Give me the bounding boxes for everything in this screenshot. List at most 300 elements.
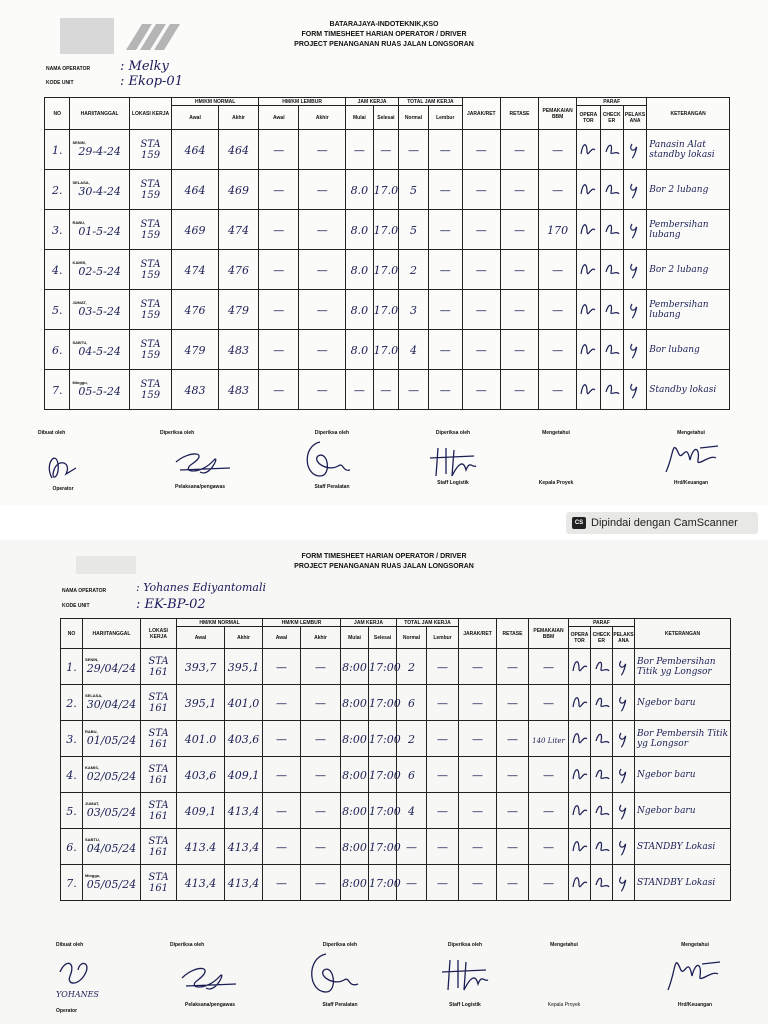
col-mulai: Mulai xyxy=(341,627,369,649)
cell-lokasi xyxy=(141,721,177,757)
unit-value: : Ekop-01 xyxy=(120,74,183,89)
value-akhir: 413,4 xyxy=(227,840,260,854)
lokasi-line-2: 161 xyxy=(148,702,169,714)
cell-mulai xyxy=(341,649,369,685)
value-lawal: — xyxy=(273,343,285,357)
keterangan-text: Ngebor baru xyxy=(637,769,696,780)
value-jarak: — xyxy=(472,840,483,854)
cell-selesai xyxy=(373,330,398,370)
cell-paraf-pelaksana xyxy=(613,757,635,793)
row-number: 6. xyxy=(66,840,77,854)
cell-keterangan xyxy=(647,290,730,330)
keterangan-text: STANDBY Lokasi xyxy=(637,841,716,852)
cell-paraf-checker xyxy=(591,721,613,757)
sig-role: Hrd/Keuangan xyxy=(673,480,709,486)
value-awal: 476 xyxy=(184,303,206,317)
cell-keterangan xyxy=(647,330,730,370)
lokasi-line-1: STA xyxy=(148,799,169,811)
cell-retase xyxy=(497,829,529,865)
keterangan-text: Bor Pembersih Titik yg Longsor xyxy=(637,728,729,749)
signature-operator xyxy=(42,444,82,484)
col-jarak: JARAK/RET xyxy=(459,619,497,649)
cell-no xyxy=(61,829,83,865)
table-row xyxy=(45,170,730,210)
value-retase: — xyxy=(507,876,518,890)
lokasi-line-2: 159 xyxy=(140,229,161,241)
value-lakhir: — xyxy=(315,660,326,674)
lokasi-line-2: 159 xyxy=(140,389,161,401)
value-jarak: — xyxy=(475,383,487,397)
value-selesai: — xyxy=(380,383,392,397)
col-lokasi: LOKASI KERJA xyxy=(129,98,171,130)
cell-bbm xyxy=(539,170,577,210)
cell-lokasi xyxy=(141,649,177,685)
col-lembur-akhir: Akhir xyxy=(299,106,346,130)
cell-paraf-operator xyxy=(577,250,600,290)
keterangan-text: Panasin Alat standby lokasi xyxy=(649,139,715,160)
sig-label: Diperiksa oleh xyxy=(160,430,195,436)
cell-retase xyxy=(500,250,538,290)
paraf-pelaksana-initials xyxy=(626,140,644,160)
cell-lawal xyxy=(263,649,301,685)
value-akhir: 469 xyxy=(228,183,250,197)
day-name: SENIN, xyxy=(85,657,99,662)
value-selesai: 17.0 xyxy=(373,303,399,317)
value-lawal: — xyxy=(273,183,285,197)
cell-awal xyxy=(172,170,219,210)
cell-normal xyxy=(399,370,429,410)
day-name: SELASA, xyxy=(72,180,90,185)
value-retase: — xyxy=(507,660,518,674)
cell-paraf-pelaksana xyxy=(613,865,635,901)
cell-bbm xyxy=(529,721,569,757)
sig-role: Hrd/Keuangan xyxy=(677,1002,713,1008)
col-paraf-checker: CHECK ER xyxy=(591,627,613,649)
paraf-pelaksana-initials xyxy=(615,729,633,749)
value-jarak: — xyxy=(472,804,483,818)
cell-lembur xyxy=(428,250,462,290)
value-mulai: — xyxy=(353,143,365,157)
cell-lakhir xyxy=(301,793,341,829)
cell-lakhir xyxy=(301,685,341,721)
value-retase: — xyxy=(507,696,518,710)
paraf-checker-initials xyxy=(593,729,611,749)
cell-lakhir xyxy=(299,290,346,330)
paraf-pelaksana-initials xyxy=(626,180,644,200)
value-normal: 5 xyxy=(409,223,417,237)
cell-awal xyxy=(177,829,225,865)
value-mulai: 8:00 xyxy=(342,696,367,710)
row-number: 5. xyxy=(51,303,63,317)
paraf-checker-initials xyxy=(603,140,621,160)
paraf-operator-initials xyxy=(571,801,589,821)
cell-paraf-checker xyxy=(591,829,613,865)
value-lembur: — xyxy=(437,768,448,782)
sig-role: Staff Logistik xyxy=(437,480,469,486)
value-normal: — xyxy=(407,143,419,157)
value-lawal: — xyxy=(276,732,287,746)
value-lembur: — xyxy=(439,143,451,157)
value-akhir: 464 xyxy=(228,143,250,157)
value-lakhir: — xyxy=(315,768,326,782)
cell-jarak xyxy=(462,170,500,210)
cell-lokasi xyxy=(129,250,171,290)
paraf-pelaksana-initials xyxy=(626,300,644,320)
cell-lokasi xyxy=(141,865,177,901)
camscanner-icon: CS xyxy=(572,517,586,529)
value-lawal: — xyxy=(276,768,287,782)
cell-paraf-checker xyxy=(591,757,613,793)
cell-bbm xyxy=(539,290,577,330)
sig-pelaksana xyxy=(170,942,250,1018)
col-paraf: PARAF xyxy=(569,619,635,627)
cell-bbm xyxy=(529,757,569,793)
value-jarak: — xyxy=(475,303,487,317)
row-number: 2. xyxy=(66,696,77,710)
cell-no xyxy=(61,721,83,757)
cell-bbm xyxy=(539,250,577,290)
value-akhir: 474 xyxy=(228,223,250,237)
lokasi-line-2: 161 xyxy=(148,774,169,786)
keterangan-text: Pembersihan lubang xyxy=(649,299,709,320)
cell-akhir xyxy=(225,865,263,901)
cell-selesai xyxy=(373,170,398,210)
value-retase: — xyxy=(513,183,525,197)
cell-awal xyxy=(177,757,225,793)
sig-label: Mengetahui xyxy=(550,942,578,948)
sig-label: Dibuat oleh xyxy=(38,430,66,436)
date-value: 29-4-24 xyxy=(78,145,121,158)
value-normal: 2 xyxy=(408,660,415,674)
cell-paraf-pelaksana xyxy=(623,330,646,370)
value-mulai: 8.0 xyxy=(350,303,369,317)
col-akhir: Akhir xyxy=(225,627,263,649)
value-lakhir: — xyxy=(315,804,326,818)
cell-paraf-operator xyxy=(577,170,600,210)
value-normal: — xyxy=(407,383,419,397)
keterangan-text: Standby lokasi xyxy=(649,384,717,395)
col-bbm: PEMAKAIAN BBM xyxy=(529,619,569,649)
value-mulai: 8.0 xyxy=(350,223,369,237)
cell-lakhir xyxy=(299,330,346,370)
value-lembur: — xyxy=(437,876,448,890)
sig-label: Diperiksa oleh xyxy=(322,942,358,948)
value-lakhir: — xyxy=(315,840,326,854)
cell-paraf-checker xyxy=(591,793,613,829)
table-row xyxy=(45,210,730,250)
cell-lembur xyxy=(427,649,459,685)
date-value: 03-5-24 xyxy=(78,305,121,318)
day-name: RABU, xyxy=(72,220,86,225)
cell-keterangan xyxy=(647,250,730,290)
value-akhir: 413,4 xyxy=(227,804,260,818)
cell-lawal xyxy=(263,721,301,757)
operator-value: : Melky xyxy=(120,59,169,74)
value-normal: 6 xyxy=(408,768,415,782)
cell-no xyxy=(61,865,83,901)
cell-no xyxy=(45,330,70,370)
col-keterangan: KETERANGAN xyxy=(635,619,731,649)
value-mulai: 8:00 xyxy=(342,768,367,782)
cell-retase xyxy=(500,170,538,210)
value-akhir: 401,0 xyxy=(227,696,260,710)
keterangan-text: Ngebor baru xyxy=(637,697,696,708)
value-bbm: — xyxy=(543,696,554,710)
value-retase: — xyxy=(507,768,518,782)
value-jarak: — xyxy=(472,876,483,890)
cell-lembur xyxy=(427,865,459,901)
paraf-pelaksana-initials xyxy=(615,873,633,893)
cell-keterangan xyxy=(635,721,731,757)
form-title: FORM TIMESHEET HARIAN OPERATOR / DRIVER xyxy=(301,31,467,38)
col-hari: HARI/TANGGAL xyxy=(70,98,129,130)
paraf-operator-initials xyxy=(579,300,597,320)
signature-hrd xyxy=(662,948,726,996)
value-bbm: 140 Liter xyxy=(532,736,565,745)
sig-label: Diperiksa oleh xyxy=(314,430,350,436)
cell-selesai xyxy=(369,757,401,793)
col-jam-kerja: JAM KERJA xyxy=(341,619,397,627)
value-retase: — xyxy=(507,804,518,818)
value-mulai: 8:00 xyxy=(342,660,367,674)
value-normal: — xyxy=(406,876,417,890)
cell-normal xyxy=(397,829,427,865)
value-selesai: 17.0 xyxy=(373,223,399,237)
value-selesai: 17.0 xyxy=(373,343,399,357)
col-jarak: JARAK/RET xyxy=(462,98,500,130)
value-lembur: — xyxy=(437,660,448,674)
cell-lakhir xyxy=(301,865,341,901)
value-awal: 474 xyxy=(184,263,206,277)
value-lawal: — xyxy=(273,263,285,277)
cell-normal xyxy=(399,290,429,330)
cell-lawal xyxy=(259,250,299,290)
value-bbm: — xyxy=(552,183,564,197)
sig-label: Mengetahui xyxy=(677,430,705,436)
table-row xyxy=(61,865,731,901)
value-awal: 403,6 xyxy=(184,768,217,782)
value-lawal: — xyxy=(273,143,285,157)
sig-hrd xyxy=(656,430,726,494)
paraf-operator-initials xyxy=(571,693,589,713)
value-mulai: 8.0 xyxy=(350,263,369,277)
lokasi-line-1: STA xyxy=(140,378,161,390)
cell-normal xyxy=(399,130,429,170)
col-lembur: Lembur xyxy=(427,627,459,649)
value-jarak: — xyxy=(472,732,483,746)
cell-lawal xyxy=(263,793,301,829)
value-awal: 401.0 xyxy=(184,732,217,746)
sig-label: Mengetahui xyxy=(542,430,570,436)
value-mulai: 8:00 xyxy=(342,804,367,818)
unit-label: KODE UNIT xyxy=(46,80,74,86)
cell-lawal xyxy=(263,829,301,865)
signature-logistik xyxy=(424,440,484,480)
cell-no xyxy=(45,290,70,330)
value-retase: — xyxy=(513,143,525,157)
cell-normal xyxy=(399,330,429,370)
cell-lakhir xyxy=(301,829,341,865)
cell-date xyxy=(83,793,141,829)
cell-date xyxy=(83,721,141,757)
value-akhir: 483 xyxy=(228,383,250,397)
paraf-operator-initials xyxy=(571,765,589,785)
day-name: SELASA, xyxy=(85,693,103,698)
value-lakhir: — xyxy=(316,303,328,317)
paraf-checker-initials xyxy=(603,180,621,200)
cell-akhir xyxy=(225,829,263,865)
cell-jarak xyxy=(462,330,500,370)
value-bbm: — xyxy=(552,343,564,357)
sig-label: Diperiksa oleh xyxy=(447,942,483,948)
cell-retase xyxy=(497,865,529,901)
sig-kepala xyxy=(532,942,596,1018)
date-value: 01/05/24 xyxy=(86,734,137,747)
signature-row xyxy=(0,430,768,500)
cell-lembur xyxy=(427,793,459,829)
paraf-operator-initials xyxy=(579,140,597,160)
cell-lembur xyxy=(428,330,462,370)
lokasi-line-2: 161 xyxy=(148,882,169,894)
lokasi-line-1: STA xyxy=(148,691,169,703)
signature-hrd xyxy=(660,434,724,478)
date-value: 29/04/24 xyxy=(86,662,137,675)
cell-keterangan xyxy=(635,757,731,793)
cell-selesai xyxy=(369,793,401,829)
cell-lembur xyxy=(428,170,462,210)
cell-lawal xyxy=(259,210,299,250)
col-retase: RETASE xyxy=(497,619,529,649)
cell-awal xyxy=(172,330,219,370)
signature-pelaksana xyxy=(170,442,240,482)
operator-label: NAMA OPERATOR xyxy=(46,66,91,72)
value-lembur: — xyxy=(437,732,448,746)
table-row xyxy=(45,250,730,290)
cell-jarak xyxy=(462,210,500,250)
paraf-operator-initials xyxy=(571,837,589,857)
signature-peralatan xyxy=(298,436,368,480)
day-name: Minggu, xyxy=(72,380,88,385)
value-selesai: 17:00 xyxy=(369,840,401,854)
value-bbm: — xyxy=(552,303,564,317)
cell-bbm xyxy=(539,210,577,250)
cell-keterangan xyxy=(647,210,730,250)
sig-role: Staff Peralatan xyxy=(322,1002,358,1008)
cell-lakhir xyxy=(301,757,341,793)
keterangan-text: Bor lubang xyxy=(649,344,700,355)
value-normal: 5 xyxy=(409,183,417,197)
cell-jarak xyxy=(459,757,497,793)
cell-keterangan xyxy=(635,865,731,901)
cell-lawal xyxy=(263,757,301,793)
value-lawal: — xyxy=(276,840,287,854)
sig-hrd xyxy=(660,942,730,1018)
cell-date xyxy=(70,210,129,250)
cell-date xyxy=(83,757,141,793)
value-lakhir: — xyxy=(315,732,326,746)
keterangan-text: STANDBY Lokasi xyxy=(637,877,716,888)
cell-retase xyxy=(500,370,538,410)
paraf-checker-initials xyxy=(593,657,611,677)
value-lakhir: — xyxy=(315,876,326,890)
cell-normal xyxy=(397,685,427,721)
cell-keterangan xyxy=(635,793,731,829)
paraf-operator-initials xyxy=(579,380,597,400)
date-value: 02/05/24 xyxy=(86,770,137,783)
form-title: FORM TIMESHEET HARIAN OPERATOR / DRIVER xyxy=(301,553,467,560)
row-number: 7. xyxy=(66,876,77,890)
cell-lokasi xyxy=(141,793,177,829)
project-title: PROJECT PENANGANAN RUAS JALAN LONGSORAN xyxy=(294,41,474,48)
row-number: 2. xyxy=(51,183,63,197)
col-hm-normal: HM/KM NORMAL xyxy=(177,619,263,627)
col-mulai: Mulai xyxy=(346,106,374,130)
cell-retase xyxy=(497,721,529,757)
date-value: 05/05/24 xyxy=(86,878,137,891)
cell-bbm xyxy=(529,793,569,829)
cell-keterangan xyxy=(647,130,730,170)
table-row xyxy=(45,370,730,410)
cell-mulai xyxy=(346,130,374,170)
value-lembur: — xyxy=(439,303,451,317)
cell-awal xyxy=(177,865,225,901)
paraf-checker-initials xyxy=(593,765,611,785)
paraf-operator-initials xyxy=(579,180,597,200)
cell-akhir xyxy=(225,757,263,793)
value-lembur: — xyxy=(437,840,448,854)
col-awal: Awal xyxy=(172,106,219,130)
cell-bbm xyxy=(539,130,577,170)
value-lakhir: — xyxy=(316,183,328,197)
cell-no xyxy=(61,793,83,829)
value-jarak: — xyxy=(475,223,487,237)
cell-lakhir xyxy=(299,130,346,170)
cell-awal xyxy=(172,250,219,290)
cell-normal xyxy=(397,721,427,757)
table-row xyxy=(61,721,731,757)
col-bbm: PEMAKAIAN BBM xyxy=(539,98,577,130)
value-bbm: — xyxy=(543,840,554,854)
value-normal: — xyxy=(406,840,417,854)
value-bbm: — xyxy=(543,876,554,890)
lokasi-line-2: 159 xyxy=(140,309,161,321)
value-selesai: 17.0 xyxy=(373,263,399,277)
company-name: BATARAJAYA-INDOTEKNIK,KSO xyxy=(329,21,439,28)
value-awal: 469 xyxy=(184,223,206,237)
cell-selesai xyxy=(373,210,398,250)
cell-lawal xyxy=(259,370,299,410)
value-lawal: — xyxy=(273,223,285,237)
lokasi-line-2: 159 xyxy=(140,149,161,161)
value-lembur: — xyxy=(439,223,451,237)
cell-paraf-operator xyxy=(577,330,600,370)
lokasi-line-2: 161 xyxy=(148,738,169,750)
lokasi-line-2: 161 xyxy=(148,810,169,822)
paraf-checker-initials xyxy=(593,801,611,821)
operator-label: NAMA OPERATOR xyxy=(62,588,107,594)
paraf-checker-initials xyxy=(593,873,611,893)
value-lembur: — xyxy=(439,343,451,357)
cell-paraf-operator xyxy=(577,290,600,330)
row-number: 1. xyxy=(66,660,77,674)
paraf-pelaksana-initials xyxy=(615,765,633,785)
cell-no xyxy=(61,685,83,721)
paraf-operator-initials xyxy=(579,220,597,240)
timesheet-table xyxy=(60,618,731,901)
sig-role: Operator xyxy=(56,1008,78,1014)
day-name: SENIN, xyxy=(72,140,86,145)
value-selesai: 17:00 xyxy=(369,804,401,818)
